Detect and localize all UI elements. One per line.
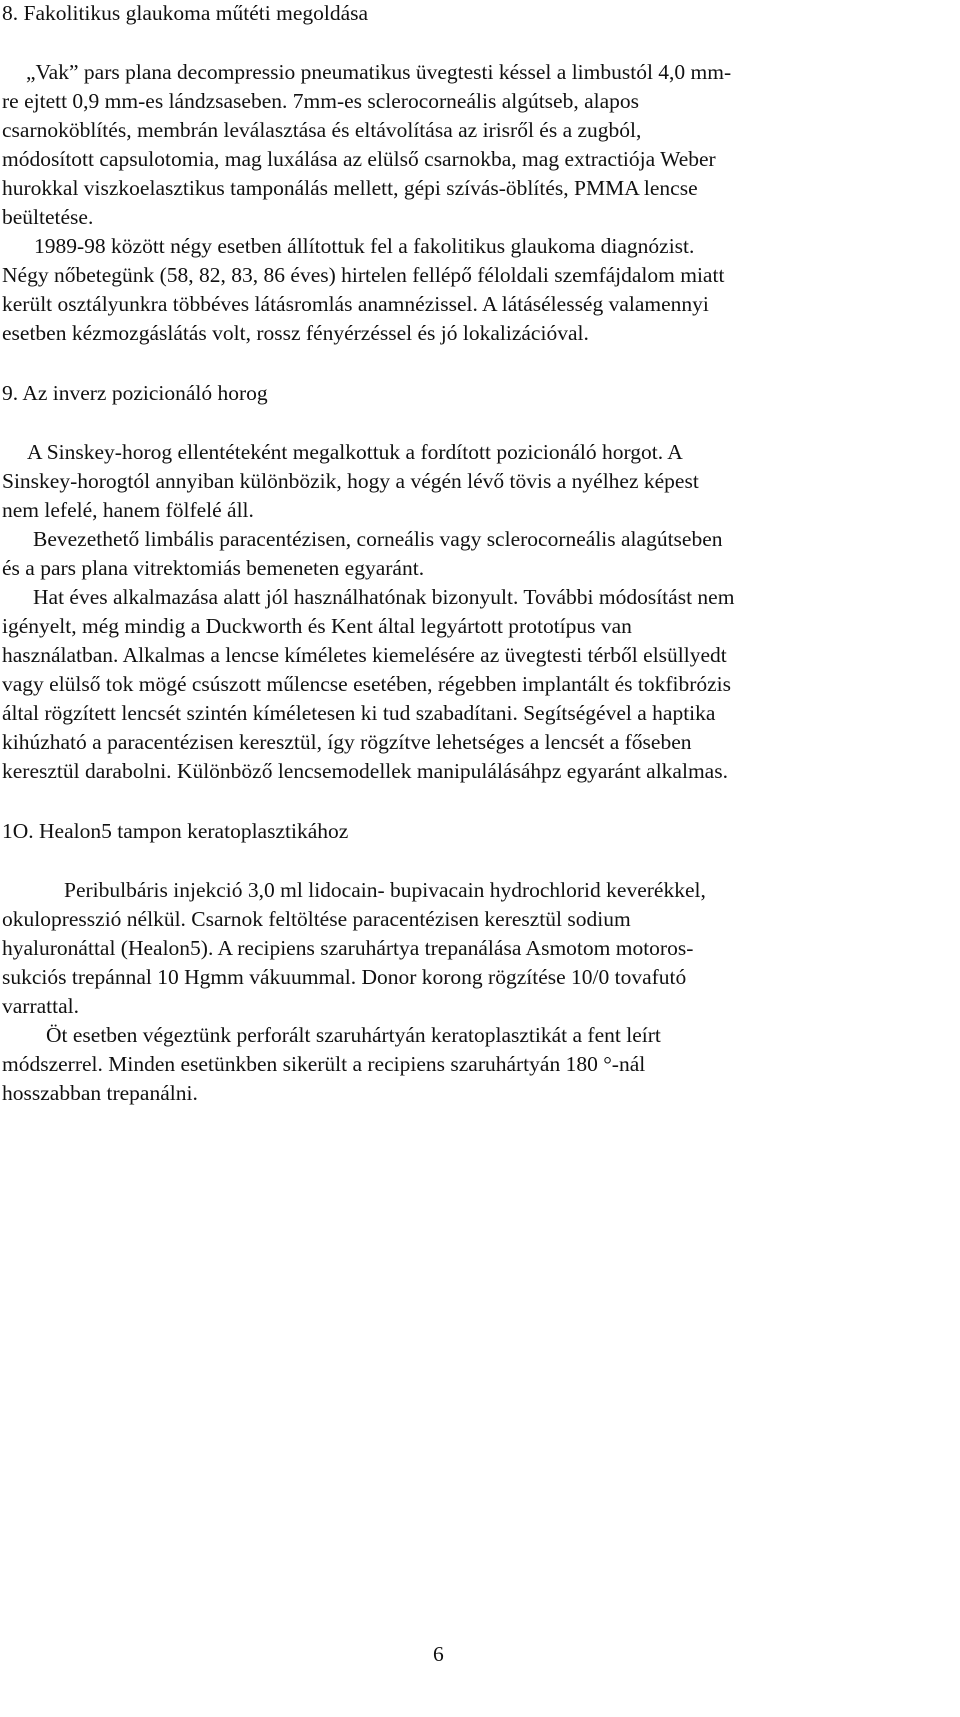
section-9-line: vagy elülső tok mögé csúszott műlencse esetében, régebben implantált és tokfibrózis (2, 672, 732, 696)
section-9-line: Hat éves alkalmazása alatt jól használhatónak bizonyult. További módosítást nem (33, 585, 735, 609)
section-9-line: használatban. Alkalmas a lencse kíméletes kiemelésére az üvegtesti térből elsüllyedt (2, 643, 727, 667)
section-8-line: került osztályunkra többéves látásromlás anamnézissel. A látásélesség valamennyi (2, 292, 709, 316)
section-10-line: varrattal. (2, 994, 79, 1018)
section-8-line: 1989-98 között négy esetben állítottuk fel a fakolitikus glaukoma diagnózist. (34, 234, 695, 258)
section-9-line: nem lefelé, hanem fölfelé áll. (2, 498, 254, 522)
section-9-line: kihúzható a paracentézisen keresztül, így rögzítve lehetséges a lencsét a főseben (2, 730, 692, 754)
section-10-line: Öt esetben végeztünk perforált szaruhártyán keratoplasztikát a fent leírt (46, 1023, 661, 1047)
section-9-heading: 9. Az inverz pozicionáló horog (2, 381, 268, 405)
section-9-line: által rögzített lencsét szintén kíméletesen ki tud szabadítani. Segítségével a haptika (2, 701, 716, 725)
section-8-heading: 8. Fakolitikus glaukoma műtéti megoldása (2, 1, 369, 25)
section-9-line: keresztül darabolni. Különböző lencsemodellek manipulálásáhpz egyaránt alkalmas. (2, 759, 728, 783)
section-9-line: és a pars plana vitrektomiás bemeneten egyaránt. (2, 556, 425, 580)
section-9-line: Sinskey-horogtól annyiban különbözik, hogy a végén lévő tövis a nyélhez képest (2, 469, 699, 493)
section-10-line: módszerrel. Minden esetünkben sikerült a recipiens szaruhártyán 180 °-nál (2, 1052, 646, 1076)
section-8-line: Négy nőbetegünk (58, 82, 83, 86 éves) hirtelen fellépő féloldali szemfájdalom miatt (2, 263, 725, 287)
section-10-line: Peribulbáris injekció 3,0 ml lidocain- bupivacain hydrochlorid keverékkel, (64, 878, 706, 902)
section-8-line: „Vak” pars plana decompressio pneumatikus üvegtesti késsel a limbustól 4,0 mm- (26, 60, 732, 84)
section-8-line: módosított capsulotomia, mag luxálása az elülső csarnokba, mag extractiója Weber (2, 147, 716, 171)
section-10-line: sukciós trepánnal 10 Hgmm vákuummal. Donor korong rögzítése 10/0 tovafutó (2, 965, 687, 989)
section-8-line: beültetése. (2, 205, 94, 229)
section-8-line: re ejtett 0,9 mm-es lándzsaseben. 7mm-es sclerocorneális algútseb, alapos (2, 89, 640, 113)
section-10-line: hyaluronáttal (Healon5). A recipiens szaruhártya trepanálása Asmotom motoros- (2, 936, 694, 960)
section-8-line: esetben kézmozgáslátás volt, rossz fényérzéssel és jó lokalizációval. (2, 321, 589, 345)
section-10-line: okulopresszió nélkül. Csarnok feltöltése paracentézisen keresztül sodium (2, 907, 631, 931)
section-9-line: igényelt, még mindig a Duckworth és Kent által legyártott prototípus van (2, 614, 632, 638)
section-10-heading: 1O. Healon5 tampon keratoplasztikához (2, 819, 349, 843)
section-9-line: Bevezethető limbális paracentézisen, corneális vagy sclerocorneális alagútseben (33, 527, 723, 551)
section-8-line: hurokkal viszkoelasztikus tamponálás mellett, gépi szívás-öblítés, PMMA lencse (2, 176, 698, 200)
page-number: 6 (433, 1642, 444, 1666)
section-10-line: hosszabban trepanálni. (2, 1081, 198, 1105)
section-8-line: csarnoköblítés, membrán leválasztása és eltávolítása az irisről és a zugból, (2, 118, 642, 142)
section-9-line: A Sinskey-horog ellentéteként megalkottuk a fordított pozicionáló horgot. A (27, 440, 683, 464)
